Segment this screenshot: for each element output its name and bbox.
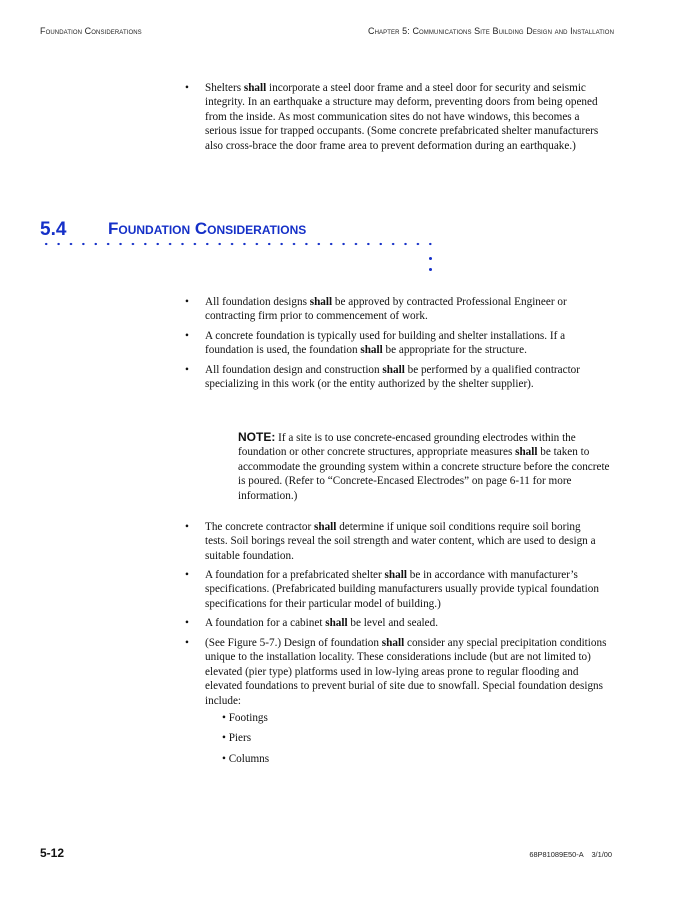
bullet-text-bold: shall: [384, 569, 407, 581]
list-item: [185, 616, 615, 630]
running-header-right: [368, 26, 614, 36]
list-item: [185, 363, 605, 392]
running-header-left-text: Foundation Considerations: [40, 26, 142, 36]
document-id: 68P81089E50-A 3/1/00: [529, 850, 612, 859]
bullet-text-pre: All foundation design and construction: [205, 364, 383, 376]
bullet-text-post: be appropriate for the structure.: [382, 344, 527, 357]
bullet-text-pre: A foundation for a cabinet: [205, 617, 326, 629]
sub-list-item-footings: • Footings: [222, 712, 268, 724]
bullet-text-post: be approved by contracted Professional Engineer or contracting firm prior to commencement of work.: [205, 296, 567, 323]
bullet-text-bold: shall: [382, 364, 405, 376]
section-dot-rule: [40, 241, 432, 247]
page-number: 5-12: [40, 846, 65, 860]
bullet-marker: •: [185, 569, 189, 581]
bullet-text-bold: shall: [325, 617, 348, 629]
intro-bullet: [185, 81, 605, 153]
bullet-text-bold: shall: [314, 521, 337, 533]
bullet-text-bold: shall: [381, 637, 405, 649]
list-item: [185, 520, 605, 563]
bullet-marker: •: [185, 82, 189, 94]
section-dot-rule-end-top: [429, 257, 432, 260]
bullet-marker: •: [185, 637, 189, 649]
bullet-text-pre: All foundation designs: [205, 296, 310, 308]
sub-list-item-columns: • Columns: [222, 753, 270, 765]
note-text-pre: If a site is to use concrete-encased grounding electrodes within the foundation or other concrete structures, appropriate measures: [238, 432, 576, 459]
sub-list-item-piers: • Piers: [222, 732, 252, 744]
bullet-text-post: consider any special precipitation conditions unique to the installation locality. These considerations include (but are not limited to) elevated (pier type) platforms used in low-lying areas prone to regular flooding and elevated foundations to prevent burial of site due to snowfall. Special foundation designs include:: [205, 637, 607, 707]
note-label: NOTE:: [238, 430, 276, 444]
running-header-right-text: Chapter 5: Communications Site Building Design and Installation: [368, 26, 614, 36]
bullet-text-post: be level and sealed.: [347, 617, 439, 629]
note-text-post: be taken to accommodate the grounding system within a concrete structure before the concrete is poured. (Refer to “Concrete-Encased Electrodes” on page 6-11 for more information.): [238, 446, 610, 502]
list-item: [185, 329, 615, 358]
bullet-text-pre: A concrete foundation is typically used for building and shelter installations. If a foundation is used, the foundation: [205, 330, 566, 357]
bullet-text-pre: The concrete contractor: [205, 521, 315, 533]
bullet-text-bold: shall: [243, 82, 267, 94]
section-title: Foundation Considerations: [108, 219, 307, 238]
list-item: [185, 636, 615, 708]
bullet-marker: •: [185, 617, 189, 629]
bullet-text-pre: Shelters: [205, 82, 244, 94]
section-number: 5.4: [40, 219, 67, 240]
bullet-marker: •: [185, 364, 189, 376]
bullet-marker: •: [185, 521, 189, 533]
bullet-text-pre: A foundation for a prefabricated shelter: [205, 569, 385, 581]
section-dot-rule-end-bottom: [429, 268, 432, 271]
bullet-text-post: be in accordance with manufacturer’s specifications. (Prefabricated building manufacturers usually provide typical foundation specifications for their particular model of building.): [205, 569, 599, 610]
list-item: [185, 568, 605, 611]
list-item: [185, 295, 615, 324]
running-header-left: [40, 26, 142, 36]
note-text-bold: shall: [515, 446, 538, 459]
bullet-text-post: determine if unique soil conditions require soil boring tests. Soil borings reveal the soil strength and water content, which are used to design a suitable foundation.: [205, 521, 596, 562]
bullet-text-bold: shall: [360, 344, 383, 357]
note-block: [238, 430, 618, 503]
bullet-text-bold: shall: [309, 296, 333, 308]
bullet-text-post: incorporate a steel door frame and a steel door for security and seismic integrity. In an earthquake a structure may deform, preventing doors from being opened from the inside. As most communication sites do not have windows, this becomes a serious issue for trapped occupants. (Some concrete prefabricated shelter manufacturers also cross-brace the door frame area to prevent deformation during an earthquake.): [205, 82, 599, 152]
bullet-text-pre: (See Figure 5-7.) Design of foundation: [205, 637, 382, 649]
bullet-marker: •: [185, 330, 189, 342]
bullet-marker: •: [185, 296, 189, 308]
bullet-text-post: be performed by a qualified contractor specializing in this work (or the entity authorized by the shelter supplier).: [205, 364, 581, 391]
